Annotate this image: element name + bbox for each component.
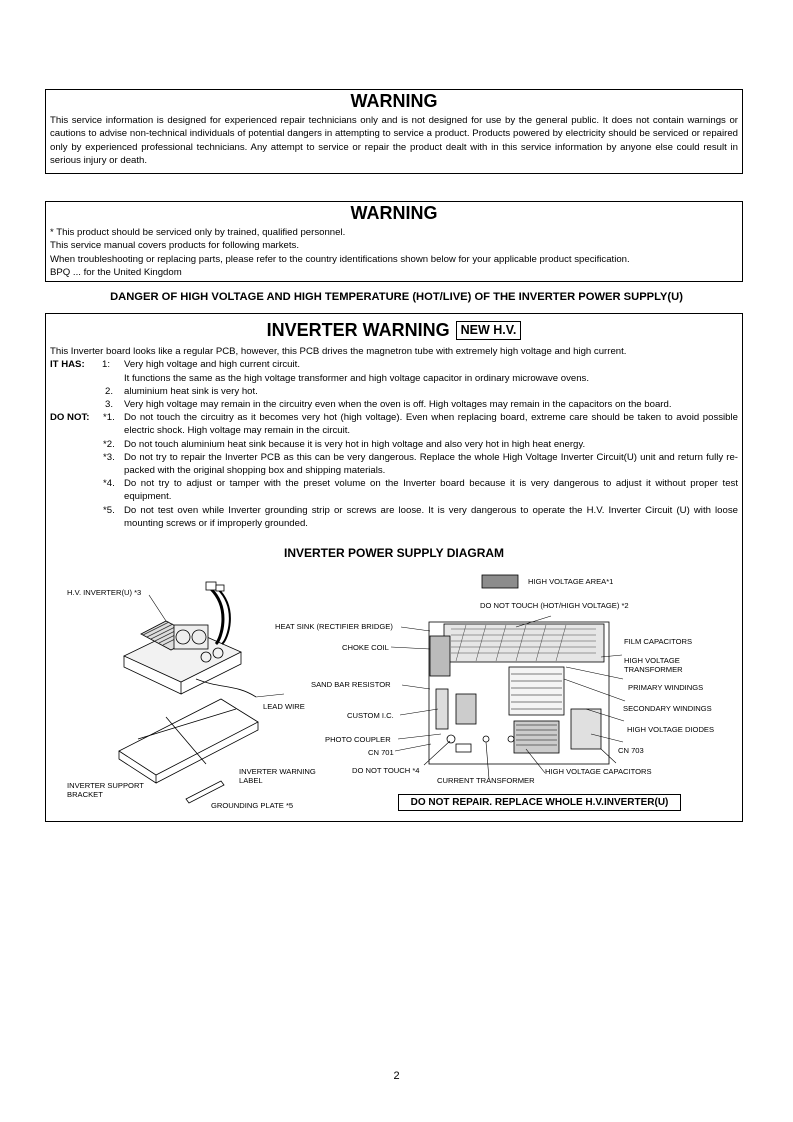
item-number: *3. [103, 451, 115, 463]
current-transformer-label: CURRENT TRANSFORMER [437, 776, 535, 785]
item-text: Do not test oven while Inverter grounding strip or screws are loose. It is very dangerous to operate the H.V. Inverter Circuit (U) with loose mounting screws or if improperly grounded. [124, 504, 738, 529]
choke-coil-label: CHOKE COIL [342, 643, 389, 652]
list-item [50, 477, 738, 503]
warning-line: * This product should be serviced only by trained, qualified personnel. [50, 227, 346, 238]
new-hv-badge: NEW H.V. [456, 321, 522, 340]
primary-windings-label: PRIMARY WINDINGS [628, 683, 704, 692]
list-item [50, 372, 738, 385]
custom-ic-label: CUSTOM I.C. [347, 711, 394, 720]
list-item [50, 504, 738, 530]
list-item [50, 398, 738, 411]
warning-line: When troubleshooting or replacing parts, please refer to the country identifications shown below for your applicable product specification. [50, 253, 630, 265]
item-text: Do not touch the circuitry as it becomes very hot (high voltage). Even when replacing board, extreme care should be taken to avoid possible electric shock. High voltage may remain in the circuit. [124, 412, 738, 437]
list-item [50, 385, 738, 398]
inverter-warning-box [45, 313, 743, 822]
pcb-illustration [429, 622, 609, 764]
do-not-touch-4-label: DO NOT TOUCH *4 [352, 766, 420, 775]
it-has-label: IT HAS: [50, 359, 85, 371]
warning-box-service [45, 201, 743, 282]
item-text: Do not try to adjust or tamper with the preset volume on the Inverter board because it is very dangerous to adjust it without proper test equipment. [124, 478, 738, 503]
list-item [50, 451, 738, 477]
item-text: Very high voltage and high current circuit. [124, 359, 300, 371]
list-item [50, 358, 738, 371]
lead-wire-label: LEAD WIRE [263, 702, 305, 711]
film-capacitors-label: FILM CAPACITORS [624, 637, 693, 646]
secondary-windings-label: SECONDARY WINDINGS [623, 704, 712, 713]
cn703-label: CN 703 [618, 746, 644, 755]
warning-label-label: LABEL [239, 776, 263, 785]
do-not-touch-hot-label: DO NOT TOUCH (HOT/HIGH VOLTAGE) *2 [480, 601, 629, 610]
item-text: It functions the same as the high voltage transformer and high voltage capacitor in ordinary microwave ovens. [124, 372, 590, 384]
do-not-repair-banner: DO NOT REPAIR. REPLACE WHOLE H.V.INVERTER(U) [398, 794, 681, 811]
hv-transformer-label: TRANSFORMER [624, 665, 683, 674]
item-number: *2. [103, 438, 115, 450]
photo-coupler-label: PHOTO COUPLER [325, 735, 391, 744]
item-number: *1. [103, 412, 115, 424]
hv-area-label: HIGH VOLTAGE AREA*1 [528, 577, 614, 586]
heat-sink-label: HEAT SINK (RECTIFIER BRIDGE) [275, 622, 393, 631]
hv-inverter-label: H.V. INVERTER(U) *3 [67, 588, 142, 597]
sand-bar-resistor-label: SAND BAR RESISTOR [311, 680, 391, 689]
inverter-title: INVERTER WARNING [266, 320, 450, 340]
warning-line: This service manual covers products for following markets. [50, 240, 299, 252]
support-bracket-label: BRACKET [67, 790, 103, 799]
danger-heading: DANGER OF HIGH VOLTAGE AND HIGH TEMPERATURE (HOT/LIVE) OF THE INVERTER POWER SUPPLY(U) [110, 291, 683, 303]
item-number: *4. [103, 478, 115, 490]
warning-title: WARNING [350, 203, 438, 223]
do-not-list [50, 411, 738, 530]
item-number: *5. [103, 504, 115, 516]
item-number: 1: [102, 359, 111, 371]
item-text: Do not try to repair the Inverter PCB as this can be very dangerous. Replace the whole High Voltage Inverter Circuit(U) unit and return fully re-packed with the original shopping box and shipping materials. [124, 451, 738, 476]
list-item [50, 411, 738, 437]
item-number: 3. [105, 398, 114, 410]
hv-capacitors-label: HIGH VOLTAGE CAPACITORS [545, 767, 652, 776]
hv-transformer-label: HIGH VOLTAGE [624, 656, 680, 665]
hv-diodes-label: HIGH VOLTAGE DIODES [627, 725, 715, 734]
warning-title: WARNING [350, 91, 438, 111]
cn701-label: CN 701 [368, 748, 394, 757]
warning-text: This service information is designed for experienced repair technicians only and is not designed for use by the general public. It does not contain warnings or cautions to advise non-technical individuals of potential dangers in attempting to service a product. Products powered by electricity should be serviced or repaired only by experienced professional technicians. Any attempt to service or repair the product dealt with in this service information by anyone else could result in serious injury or death. [50, 115, 738, 166]
item-number: 2. [105, 385, 114, 397]
hv-area-swatch [482, 575, 518, 588]
hv-inverter-illustration [124, 582, 256, 697]
item-text: Very high voltage may remain in the circuitry even when the oven is off. High voltages may remain in the capacitors on the board. [124, 398, 672, 410]
inverter-intro: This Inverter board looks like a regular PCB, however, this PCB drives the magnetron tube with extremely high voltage and high current. [50, 346, 627, 357]
item-text: aluminium heat sink is very hot. [124, 385, 258, 397]
it-has-list [50, 358, 738, 411]
list-item [50, 438, 738, 451]
item-text: Do not touch aluminium heat sink because it is very hot in high voltage and also very hot in high heat energy. [124, 438, 586, 450]
warning-label-label: INVERTER WARNING [239, 767, 316, 776]
diagram-title: INVERTER POWER SUPPLY DIAGRAM [283, 546, 505, 560]
inverter-title-row [50, 320, 738, 342]
page-number: 2 [393, 1070, 400, 1082]
support-bracket-label: INVERTER SUPPORT [67, 781, 144, 790]
warning-box-general [45, 89, 743, 174]
do-not-label: DO NOT: [50, 412, 90, 424]
grounding-plate-label: GROUNDING PLATE *5 [211, 801, 294, 810]
warning-line: BPQ ... for the United Kingdom [50, 266, 182, 278]
